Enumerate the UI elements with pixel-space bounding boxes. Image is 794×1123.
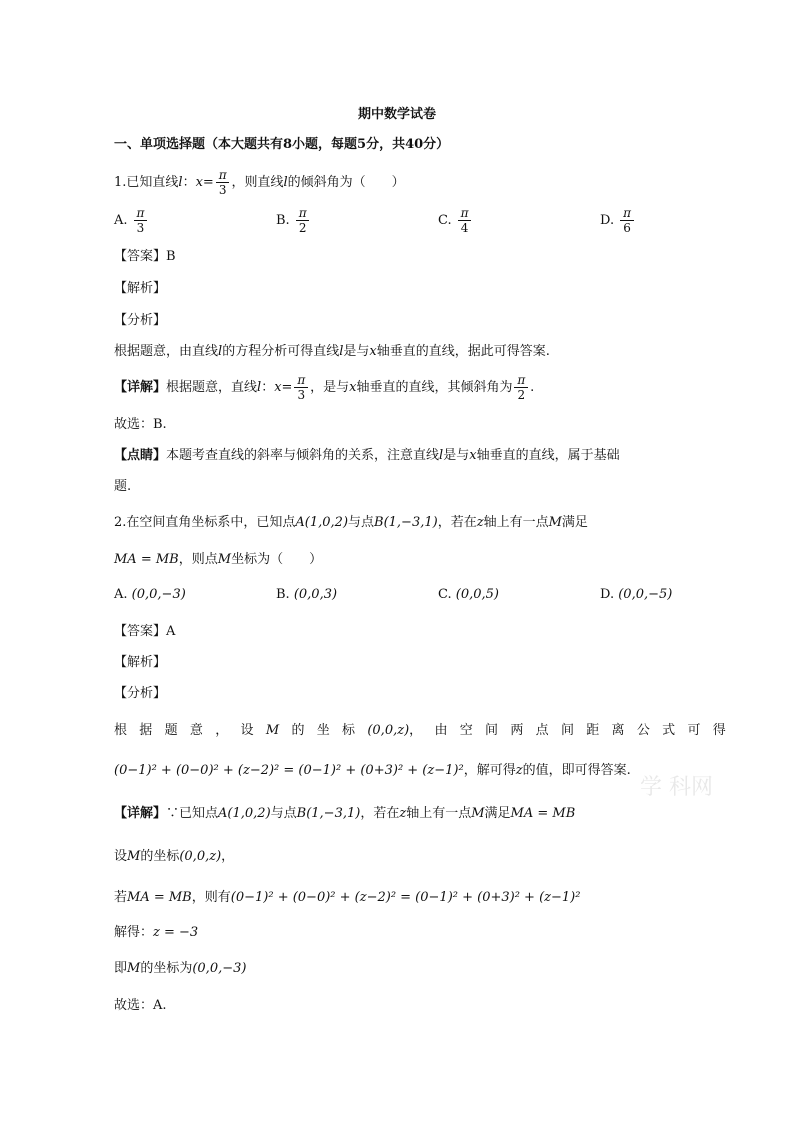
q2-guxuan: 故选：A. [114, 998, 167, 1013]
text: 根据题意，直线 [166, 380, 258, 395]
fraction-denominator: 3 [294, 387, 308, 402]
text: . [530, 380, 535, 395]
q2-answer: 【答案】A [114, 624, 176, 639]
math-z: z [476, 515, 484, 530]
q1-xiangjie [114, 373, 534, 402]
text: ，解可得 [463, 763, 516, 778]
q1-answer: 【答案】B [114, 249, 176, 264]
q1-stem-l2: l [283, 175, 288, 190]
point-a: A(1,0,2) [295, 515, 349, 530]
option-value: (0,0,5) [455, 587, 499, 602]
q2-jiexi-heading: 【解析】 [114, 655, 167, 670]
math-m: M [127, 961, 141, 976]
coordinate: (0,0,z) [367, 723, 410, 738]
q1-option-a [114, 206, 149, 235]
math-l: l [257, 380, 262, 395]
fraction-numerator: π [136, 206, 145, 220]
coordinate: (0,0,z) [179, 849, 222, 864]
math-l: l [339, 344, 344, 359]
q1-stem-fraction [216, 168, 230, 197]
point-b: B(1,−3,1) [374, 515, 438, 530]
q1-dianjing [114, 447, 620, 465]
q1-stem-text-2: ，则直线 [231, 175, 284, 190]
dianjing-label: 【点睛】 [114, 448, 167, 463]
text: ∵已知点 [166, 806, 219, 821]
q2-option-d [600, 586, 672, 604]
q2-option-a [114, 586, 186, 604]
q1-stem-text-3: 的倾斜角为（ ） [287, 175, 405, 190]
q2-stem-cont [114, 551, 322, 569]
option-value: (0,0,−5) [618, 587, 673, 602]
math-m: M [471, 806, 485, 821]
q1-jiexi-heading: 【解析】 [114, 281, 167, 296]
text: ，是与 [310, 380, 350, 395]
text: 满足 [561, 515, 588, 530]
fraction-denominator: 4 [458, 220, 472, 235]
fraction-denominator: 3 [216, 182, 230, 197]
q2-conclusion [114, 960, 246, 978]
q1-option-c [438, 206, 473, 235]
xiangjie-label: 【详解】 [114, 806, 167, 821]
coordinate: (0,0,−3) [192, 961, 247, 976]
text: ， [221, 849, 235, 864]
fraction-numerator: π [297, 373, 306, 387]
q1-dianjing-cont: 题. [114, 479, 132, 494]
text: ，由空间两点间距离公式可得 [409, 723, 739, 738]
section-heading: 一、单项选择题（本大题共有8小题，每题5分，共40分） [114, 137, 450, 152]
option-label: B. [276, 213, 290, 228]
text: ，则有 [191, 890, 231, 905]
q2-option-c [438, 586, 499, 604]
text: 若 [114, 890, 128, 905]
point-a: A(1,0,2) [218, 806, 271, 821]
fraction-numerator: π [218, 168, 227, 182]
q1-stem-x: x= [195, 175, 214, 190]
option-fraction [620, 206, 634, 235]
text: 是与 [443, 448, 470, 463]
q2-option-b [276, 586, 337, 604]
option-label: B. [276, 587, 290, 602]
math-m: M [265, 723, 292, 738]
math-x: x [469, 448, 477, 463]
q1-stem-text: 1.已知直线 [114, 175, 179, 190]
equation: MA = MB [114, 552, 179, 567]
q2-set-coord [114, 848, 234, 866]
fraction [514, 373, 528, 402]
text: 与点 [270, 806, 297, 821]
fraction-denominator: 3 [134, 220, 148, 235]
q1-stem [114, 168, 405, 197]
fraction-numerator: π [460, 206, 469, 220]
text: 本题考查直线的斜率与倾斜角的关系，注意直线 [166, 448, 440, 463]
text: 的值，即可得答案. [522, 763, 631, 778]
q1-stem-l: l [178, 175, 183, 190]
watermark: 学 科网 [640, 775, 713, 800]
option-label: C. [438, 587, 452, 602]
math-z: z [515, 763, 523, 778]
math-z: z [399, 806, 407, 821]
option-fraction [134, 206, 148, 235]
fraction-denominator: 2 [296, 220, 310, 235]
text: 轴垂直的直线，据此可得答案. [376, 344, 550, 359]
text: 2.在空间直角坐标系中，已知点 [114, 515, 296, 530]
math-m: M [548, 515, 562, 530]
point-b: B(1,−3,1) [296, 806, 361, 821]
text: 的方程分析可得直线 [222, 344, 340, 359]
page-title: 期中数学试卷 [357, 107, 436, 122]
q2-stem [114, 514, 588, 532]
fraction-numerator: π [517, 373, 526, 387]
xiangjie-label: 【详解】 [114, 380, 167, 395]
text: 满足 [484, 806, 511, 821]
equation: (0−1)² + (0−0)² + (z−2)² = (0−1)² + (0+3)² + (z−1)² [230, 890, 581, 905]
text: 即 [114, 961, 128, 976]
q1-option-d [600, 206, 636, 235]
text: 轴上有一点 [483, 515, 549, 530]
option-label: A. [114, 587, 128, 602]
text: 坐标为（ ） [231, 552, 323, 567]
option-label: D. [600, 587, 615, 602]
option-label: C. [438, 213, 452, 228]
option-value: (0,0,3) [293, 587, 338, 602]
text: 轴垂直的直线，其倾斜角为 [356, 380, 513, 395]
q1-fenxi-text [114, 343, 550, 361]
math-x: x [369, 344, 377, 359]
q1-guxuan: 故选：B. [114, 417, 167, 432]
q1-fenxi-heading: 【分析】 [114, 313, 167, 328]
equation: z = −3 [153, 925, 199, 940]
fraction-denominator: 2 [514, 387, 528, 402]
option-value: (0,0,−3) [131, 587, 186, 602]
text: 的坐标 [291, 723, 368, 738]
math-x: x= [274, 380, 293, 395]
text: 与点 [348, 515, 375, 530]
text: 轴上有一点 [406, 806, 472, 821]
text: 根据题意，由直线 [114, 344, 219, 359]
q2-equation-line [114, 889, 580, 907]
equation: MA = MB [127, 890, 192, 905]
math-l: l [218, 344, 223, 359]
text: ，若在 [360, 806, 400, 821]
q2-fenxi-heading: 【分析】 [114, 686, 167, 701]
equation: (0−1)² + (0−0)² + (z−2)² = (0−1)² + (0+3)² + (z−1)² [114, 763, 464, 778]
text: ，则点 [178, 552, 218, 567]
text: 的坐标 [140, 849, 180, 864]
option-label: D. [600, 213, 615, 228]
option-fraction [458, 206, 472, 235]
text: 解得： [114, 925, 154, 940]
fraction [294, 373, 308, 402]
fraction-numerator: π [298, 206, 307, 220]
text: ： [261, 380, 275, 395]
q1-option-b [276, 206, 311, 235]
option-fraction [296, 206, 310, 235]
equation: MA = MB [510, 806, 576, 821]
q2-fenxi-line2 [114, 762, 631, 780]
text: 的坐标为 [140, 961, 193, 976]
math-l: l [439, 448, 444, 463]
text: 设 [114, 849, 128, 864]
math-m: M [217, 552, 232, 567]
math-x: x [349, 380, 357, 395]
fraction-denominator: 6 [620, 220, 634, 235]
q1-stem-colon: ： [182, 175, 196, 190]
q2-solve [114, 924, 198, 942]
text: 根据题意，设 [114, 723, 266, 738]
text: ，若在 [437, 515, 477, 530]
q2-fenxi-line1 [114, 722, 738, 740]
math-m: M [127, 849, 141, 864]
text: 轴垂直的直线，属于基础 [476, 448, 620, 463]
text: 是与 [343, 344, 370, 359]
option-label: A. [114, 213, 128, 228]
q2-xiangjie [114, 805, 575, 823]
fraction-numerator: π [623, 206, 631, 220]
